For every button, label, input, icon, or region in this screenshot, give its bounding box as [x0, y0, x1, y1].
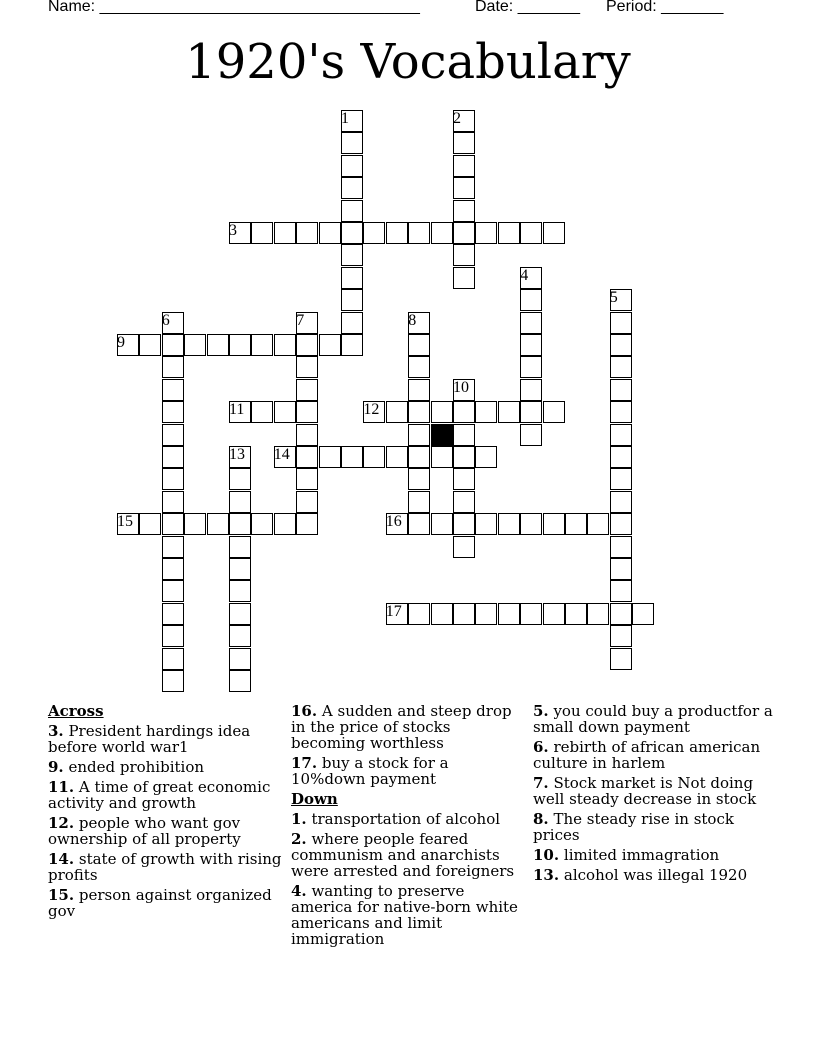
grid-cell[interactable]	[610, 603, 632, 625]
grid-cell[interactable]	[296, 513, 318, 535]
grid-cell[interactable]	[453, 222, 475, 244]
clue-number: 10	[453, 378, 469, 396]
grid-cell[interactable]	[341, 132, 363, 154]
clue-across-3: 3. President hardings idea before world war1	[48, 722, 251, 756]
clue-down-7: 7. Stock market is Not doing well steady decrease in stock	[533, 774, 757, 808]
grid-cell[interactable]	[408, 446, 430, 468]
grid-cell[interactable]	[431, 222, 453, 244]
grid-cell[interactable]	[229, 491, 251, 513]
date-field[interactable]: Date: _______	[475, 0, 580, 15]
grid-cell[interactable]	[341, 177, 363, 199]
grid-cell[interactable]	[341, 312, 363, 334]
clue-number-holder	[520, 267, 528, 285]
grid-cell[interactable]	[251, 513, 273, 535]
grid-cell[interactable]	[408, 356, 430, 378]
grid-cell[interactable]	[543, 401, 565, 423]
grid-cell[interactable]	[251, 401, 273, 423]
clue-across-15: 15. person against organized gov	[48, 886, 272, 920]
grid-cell[interactable]	[162, 580, 184, 602]
grid-cell[interactable]	[341, 155, 363, 177]
grid-cell[interactable]	[341, 446, 363, 468]
grid-cell[interactable]	[274, 401, 296, 423]
clue-across-14: 14. state of growth with rising profits	[48, 850, 282, 884]
grid-cell[interactable]	[296, 356, 318, 378]
clue-number: 9	[117, 334, 125, 351]
grid-cell[interactable]	[296, 379, 318, 401]
grid-cell[interactable]	[610, 648, 632, 670]
grid-cell[interactable]	[475, 222, 497, 244]
grid-cell[interactable]	[453, 401, 475, 423]
grid-cell[interactable]	[543, 222, 565, 244]
grid-cell[interactable]	[319, 446, 341, 468]
clue-across-12: 12. people who want gov ownership of all property	[48, 814, 241, 848]
grid-cell[interactable]	[408, 379, 430, 401]
clue-number: 3	[229, 222, 237, 239]
grid-cell[interactable]	[341, 200, 363, 222]
black-square	[431, 424, 453, 446]
grid-cell[interactable]	[408, 468, 430, 490]
clue-down-10: 10. limited immagration	[533, 846, 720, 864]
grid-cell[interactable]	[431, 446, 453, 468]
clue-number-holder	[162, 312, 170, 330]
grid-cell[interactable]	[475, 401, 497, 423]
grid-cell[interactable]	[184, 334, 206, 356]
grid-cell[interactable]	[610, 580, 632, 602]
grid-cell[interactable]	[319, 334, 341, 356]
grid-cell[interactable]	[610, 625, 632, 647]
grid-cell[interactable]	[341, 289, 363, 311]
grid-cell[interactable]	[386, 401, 408, 423]
clue-number: 16	[385, 513, 402, 531]
grid-cell[interactable]	[162, 536, 184, 558]
grid-cell[interactable]	[610, 446, 632, 468]
clue-number-holder	[274, 446, 290, 464]
grid-cell[interactable]	[408, 491, 430, 513]
period-field[interactable]: Period: _______	[606, 0, 724, 15]
grid-cell[interactable]	[162, 491, 184, 513]
grid-cell[interactable]	[453, 536, 475, 558]
grid-cell[interactable]	[453, 155, 475, 177]
clue-number: 14	[273, 446, 290, 463]
grid-cell[interactable]	[453, 468, 475, 490]
grid-cell[interactable]	[565, 603, 587, 625]
grid-cell[interactable]	[162, 379, 184, 401]
grid-cell[interactable]	[386, 446, 408, 468]
clue-number: 17	[385, 602, 402, 620]
clue-number: 1	[341, 110, 349, 127]
grid-cell[interactable]	[453, 200, 475, 222]
grid-cell[interactable]	[520, 222, 542, 244]
down-heading: Down	[291, 790, 338, 808]
grid-cell[interactable]	[475, 446, 497, 468]
clue-number: 8	[408, 311, 417, 329]
grid-cell[interactable]	[408, 334, 430, 356]
grid-cell[interactable]	[498, 603, 520, 625]
clue-down-5: 5. you could buy a productfor a small down payment	[533, 702, 773, 736]
grid-cell[interactable]	[520, 513, 542, 535]
name-field[interactable]: Name: ____________________________________	[48, 0, 420, 15]
grid-cell[interactable]	[543, 603, 565, 625]
grid-cell[interactable]	[229, 468, 251, 490]
grid-cell[interactable]	[453, 603, 475, 625]
grid-cell[interactable]	[610, 401, 632, 423]
grid-cell[interactable]	[296, 468, 318, 490]
clue-number-holder	[229, 446, 245, 464]
grid-cell[interactable]	[229, 648, 251, 670]
clue-number: 7	[296, 311, 305, 329]
grid-cell[interactable]	[520, 424, 542, 446]
grid-cell[interactable]	[520, 356, 542, 378]
clue-number-holder	[453, 379, 469, 397]
grid-cell[interactable]	[162, 356, 184, 378]
grid-cell[interactable]	[610, 536, 632, 558]
clue-down-6: 6. rebirth of african american culture in harlem	[533, 738, 761, 772]
clue-number-holder	[296, 312, 304, 330]
grid-cell[interactable]	[498, 222, 520, 244]
clue-number: 6	[161, 311, 170, 329]
grid-cell[interactable]	[229, 670, 251, 692]
clue-across-16: 16. A sudden and steep drop in the price of stocks becoming worthless	[291, 702, 512, 752]
grid-cell[interactable]	[162, 446, 184, 468]
grid-cell[interactable]	[296, 424, 318, 446]
clue-number: 13	[229, 446, 245, 463]
grid-cell[interactable]	[341, 334, 363, 356]
grid-cell[interactable]	[229, 603, 251, 625]
grid-cell[interactable]	[274, 222, 296, 244]
grid-cell[interactable]	[453, 491, 475, 513]
grid-cell[interactable]	[408, 222, 430, 244]
grid-cell[interactable]	[319, 222, 341, 244]
grid-cell[interactable]	[408, 513, 430, 535]
clue-number: 11	[229, 401, 245, 419]
across-heading: Across	[48, 702, 104, 720]
grid-cell[interactable]	[386, 222, 408, 244]
grid-cell[interactable]	[453, 424, 475, 446]
grid-cell[interactable]	[139, 513, 161, 535]
grid-cell[interactable]	[341, 222, 363, 244]
clue-number-holder	[610, 289, 618, 307]
grid-cell[interactable]	[229, 334, 251, 356]
clue-number-holder	[341, 110, 349, 128]
puzzle-title: 1920's Vocabulary	[185, 34, 631, 90]
grid-cell[interactable]	[162, 468, 184, 490]
grid-cell[interactable]	[610, 491, 632, 513]
grid-cell[interactable]	[587, 603, 609, 625]
clue-number-holder	[117, 513, 133, 531]
grid-cell[interactable]	[162, 625, 184, 647]
clue-number-holder	[453, 110, 461, 128]
grid-cell[interactable]	[610, 468, 632, 490]
grid-cell[interactable]	[296, 401, 318, 423]
grid-cell[interactable]	[341, 267, 363, 289]
grid-cell[interactable]	[363, 446, 385, 468]
clue-number: 15	[117, 513, 133, 531]
student-info-header	[48, 0, 768, 20]
grid-cell[interactable]	[162, 513, 184, 535]
grid-cell[interactable]	[408, 401, 430, 423]
grid-cell[interactable]	[520, 401, 542, 423]
grid-cell[interactable]	[520, 312, 542, 334]
grid-cell[interactable]	[520, 603, 542, 625]
grid-cell[interactable]	[162, 603, 184, 625]
grid-cell[interactable]	[296, 334, 318, 356]
grid-cell[interactable]	[453, 177, 475, 199]
grid-cell[interactable]	[296, 222, 318, 244]
clue-down-8: 8. The steady rise in stock prices	[533, 810, 734, 844]
grid-cell[interactable]	[610, 334, 632, 356]
clue-across-11: 11. A time of great economic activity and growth	[48, 778, 271, 812]
grid-cell[interactable]	[475, 513, 497, 535]
grid-cell[interactable]	[543, 513, 565, 535]
grid-cell[interactable]	[610, 312, 632, 334]
grid-cell[interactable]	[610, 513, 632, 535]
clue-number-holder	[229, 401, 244, 419]
clue-number: 4	[520, 266, 529, 284]
grid-cell[interactable]	[632, 603, 654, 625]
grid-cell[interactable]	[296, 491, 318, 513]
clue-across-9: 9. ended prohibition	[48, 758, 205, 776]
clue-number-holder	[117, 334, 125, 352]
grid-cell[interactable]	[610, 424, 632, 446]
grid-cell[interactable]	[207, 513, 229, 535]
grid-cell[interactable]	[431, 401, 453, 423]
grid-cell[interactable]	[162, 401, 184, 423]
grid-cell[interactable]	[610, 356, 632, 378]
clue-down-4: 4. wanting to preserve america for native-born white americans and limit immigration	[291, 882, 518, 948]
clues-column-1	[48, 703, 283, 923]
clue-down-13: 13. alcohol was illegal 1920	[533, 866, 748, 884]
grid-cell[interactable]	[453, 244, 475, 266]
grid-cell[interactable]	[229, 513, 251, 535]
grid-cell[interactable]	[565, 513, 587, 535]
grid-cell[interactable]	[453, 267, 475, 289]
grid-cell[interactable]	[162, 558, 184, 580]
grid-cell[interactable]	[139, 334, 161, 356]
grid-cell[interactable]	[162, 424, 184, 446]
grid-cell[interactable]	[229, 580, 251, 602]
grid-cell[interactable]	[520, 334, 542, 356]
clue-down-2: 2. where people feared communism and anarchists were arrested and foreigners	[291, 830, 515, 880]
clue-number: 2	[453, 110, 461, 127]
grid-cell[interactable]	[162, 670, 184, 692]
clues-column-3	[533, 703, 773, 887]
grid-cell[interactable]	[498, 513, 520, 535]
grid-cell[interactable]	[251, 334, 273, 356]
grid-cell[interactable]	[408, 603, 430, 625]
grid-cell[interactable]	[251, 222, 273, 244]
grid-cell[interactable]	[610, 379, 632, 401]
grid-cell[interactable]	[229, 536, 251, 558]
grid-cell[interactable]	[520, 289, 542, 311]
clue-number-holder	[363, 401, 379, 419]
clue-down-1: 1. transportation of alcohol	[291, 810, 501, 828]
grid-cell[interactable]	[475, 603, 497, 625]
clue-number-holder	[386, 603, 402, 621]
grid-cell[interactable]	[587, 513, 609, 535]
grid-cell[interactable]	[408, 424, 430, 446]
grid-cell[interactable]	[431, 513, 453, 535]
grid-cell[interactable]	[453, 513, 475, 535]
grid-cell[interactable]	[363, 222, 385, 244]
grid-cell[interactable]	[274, 334, 296, 356]
grid-cell[interactable]	[453, 446, 475, 468]
grid-cell[interactable]	[274, 513, 296, 535]
grid-cell[interactable]	[520, 379, 542, 401]
clue-number-holder	[386, 513, 402, 531]
clue-number: 12	[363, 401, 380, 419]
grid-cell[interactable]	[453, 132, 475, 154]
grid-cell[interactable]	[498, 401, 520, 423]
grid-cell[interactable]	[341, 244, 363, 266]
grid-cell[interactable]	[229, 625, 251, 647]
grid-cell[interactable]	[431, 603, 453, 625]
clue-number: 5	[609, 289, 618, 307]
grid-cell[interactable]	[162, 648, 184, 670]
clue-across-17: 17. buy a stock for a 10%down payment	[291, 754, 449, 788]
grid-cell[interactable]	[184, 513, 206, 535]
clue-number-holder	[229, 222, 237, 240]
clues-column-2	[291, 703, 526, 951]
grid-cell[interactable]	[610, 558, 632, 580]
grid-cell[interactable]	[162, 334, 184, 356]
grid-cell[interactable]	[296, 446, 318, 468]
grid-cell[interactable]	[229, 558, 251, 580]
clue-number-holder	[408, 312, 416, 330]
grid-cell[interactable]	[207, 334, 229, 356]
